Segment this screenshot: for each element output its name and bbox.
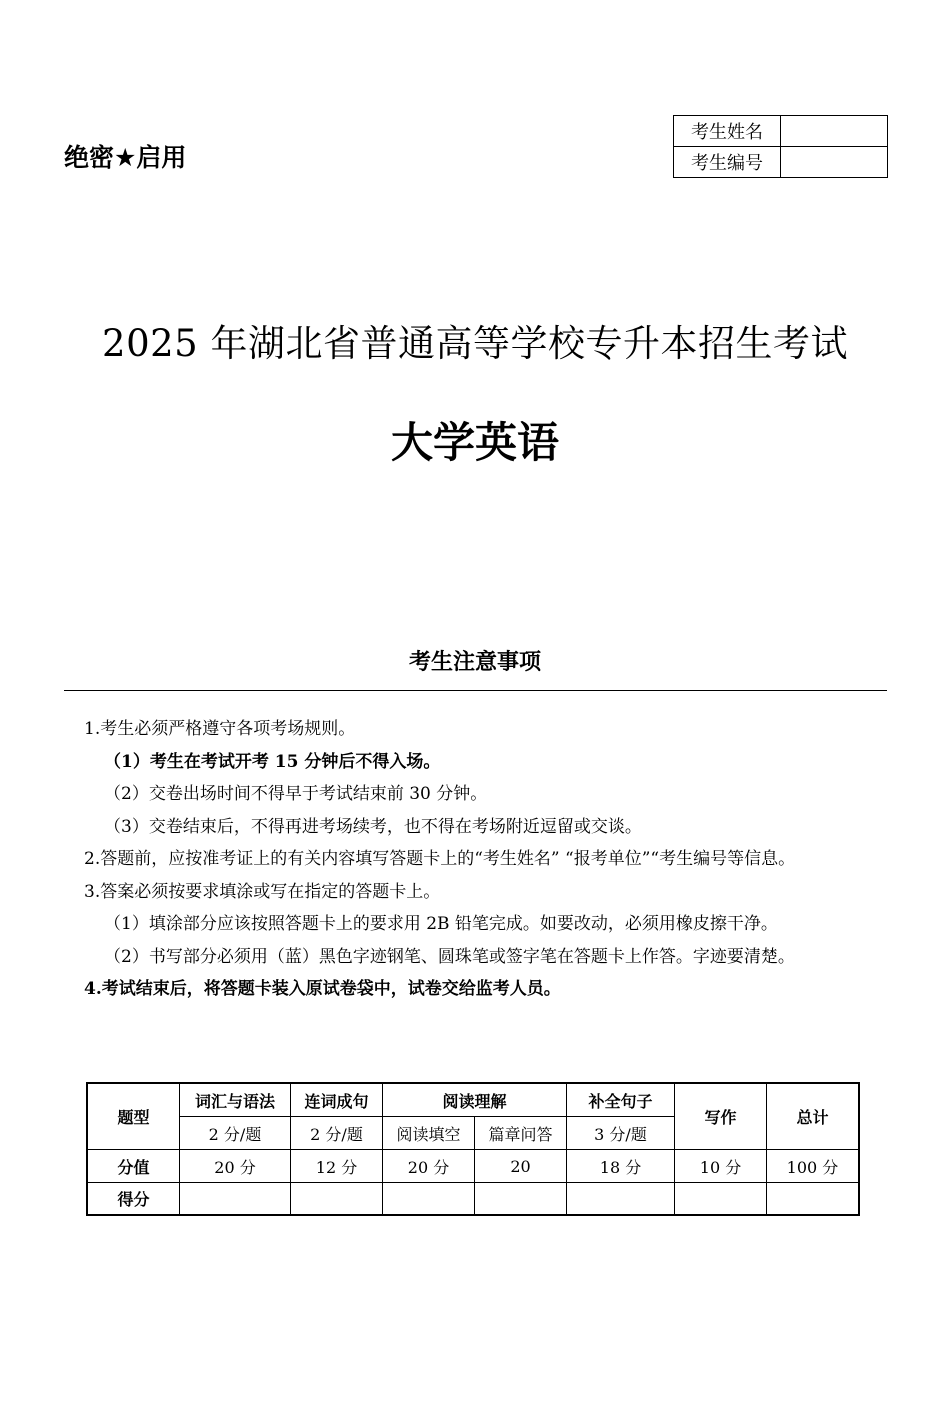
value-cell: 20 [475, 1150, 567, 1183]
exam-title: 2025 年湖北省普通高等学校专升本招生考试 [102, 322, 848, 365]
notice-item: （1）填涂部分应该按照答题卡上的要求用 2B 铅笔完成。如要改动，必须用橡皮擦干净。 [104, 914, 778, 934]
sub-reading-fill: 阅读填空 [383, 1117, 475, 1150]
notice-item: 4.考试结束后，将答题卡装入原试卷袋中，试卷交给监考人员。 [84, 979, 561, 999]
notice-heading: 考生注意事项 [408, 650, 541, 675]
notice-item: 3.答案必须按要求填涂或写在指定的答题卡上。 [84, 881, 441, 902]
value-cell: 20 分 [383, 1150, 475, 1183]
col-writing: 写作 [675, 1083, 767, 1150]
value-cell: 10 分 [675, 1150, 767, 1183]
notice-item: 1.考生必须严格遵守各项考场规则。 [84, 719, 356, 739]
row-label-type: 题型 [87, 1083, 180, 1150]
notice-item: （2）交卷出场时间不得早于考试结束前 30 分钟。 [104, 784, 488, 804]
sub-sentence: 2 分/题 [291, 1117, 383, 1150]
value-cell: 100 分 [767, 1150, 860, 1183]
value-cell: 12 分 [291, 1150, 383, 1183]
candidate-name-label: 考生姓名 [674, 116, 781, 147]
notice-item: （1）考生在考试开考 15 分钟后不得入场。 [104, 751, 441, 772]
score-cell[interactable] [567, 1183, 675, 1216]
sub-reading-qa: 篇章问答 [475, 1117, 567, 1150]
candidate-name-field[interactable] [781, 116, 888, 147]
candidate-number-label: 考生编号 [674, 147, 781, 178]
row-label-score: 得分 [87, 1183, 180, 1216]
score-cell[interactable] [383, 1183, 475, 1216]
notice-list [84, 716, 904, 1009]
sub-complete: 3 分/题 [567, 1117, 675, 1150]
col-reading: 阅读理解 [383, 1083, 567, 1117]
notice-item: （3）交卷结束后，不得再进考场续考，也不得在考场附近逗留或交谈。 [104, 816, 642, 837]
candidate-id-box [673, 115, 888, 178]
col-sentence: 连词成句 [291, 1083, 383, 1117]
confidential-label: 绝密★启用 [64, 143, 187, 172]
score-cell[interactable] [180, 1183, 291, 1216]
score-cell[interactable] [291, 1183, 383, 1216]
sub-vocab: 2 分/题 [180, 1117, 291, 1150]
value-cell: 20 分 [180, 1150, 291, 1183]
col-total: 总计 [767, 1083, 860, 1150]
score-cell[interactable] [767, 1183, 860, 1216]
divider [64, 690, 887, 691]
score-cell[interactable] [675, 1183, 767, 1216]
score-cell[interactable] [475, 1183, 567, 1216]
row-label-value: 分值 [87, 1150, 180, 1183]
col-vocab: 词汇与语法 [180, 1083, 291, 1117]
subject-title: 大学英语 [390, 418, 559, 467]
value-cell: 18 分 [567, 1150, 675, 1183]
col-complete: 补全句子 [567, 1083, 675, 1117]
score-table [86, 1082, 860, 1216]
notice-item: 2.答题前，应按准考证上的有关内容填写答题卡上的“考生姓名” “报考单位”“考生编号等信息。 [84, 849, 796, 869]
candidate-number-field[interactable] [781, 147, 888, 178]
notice-item: （2）书写部分必须用（蓝）黑色字迹钢笔、圆珠笔或签字笔在答题卡上作答。字迹要清楚。 [104, 946, 795, 967]
